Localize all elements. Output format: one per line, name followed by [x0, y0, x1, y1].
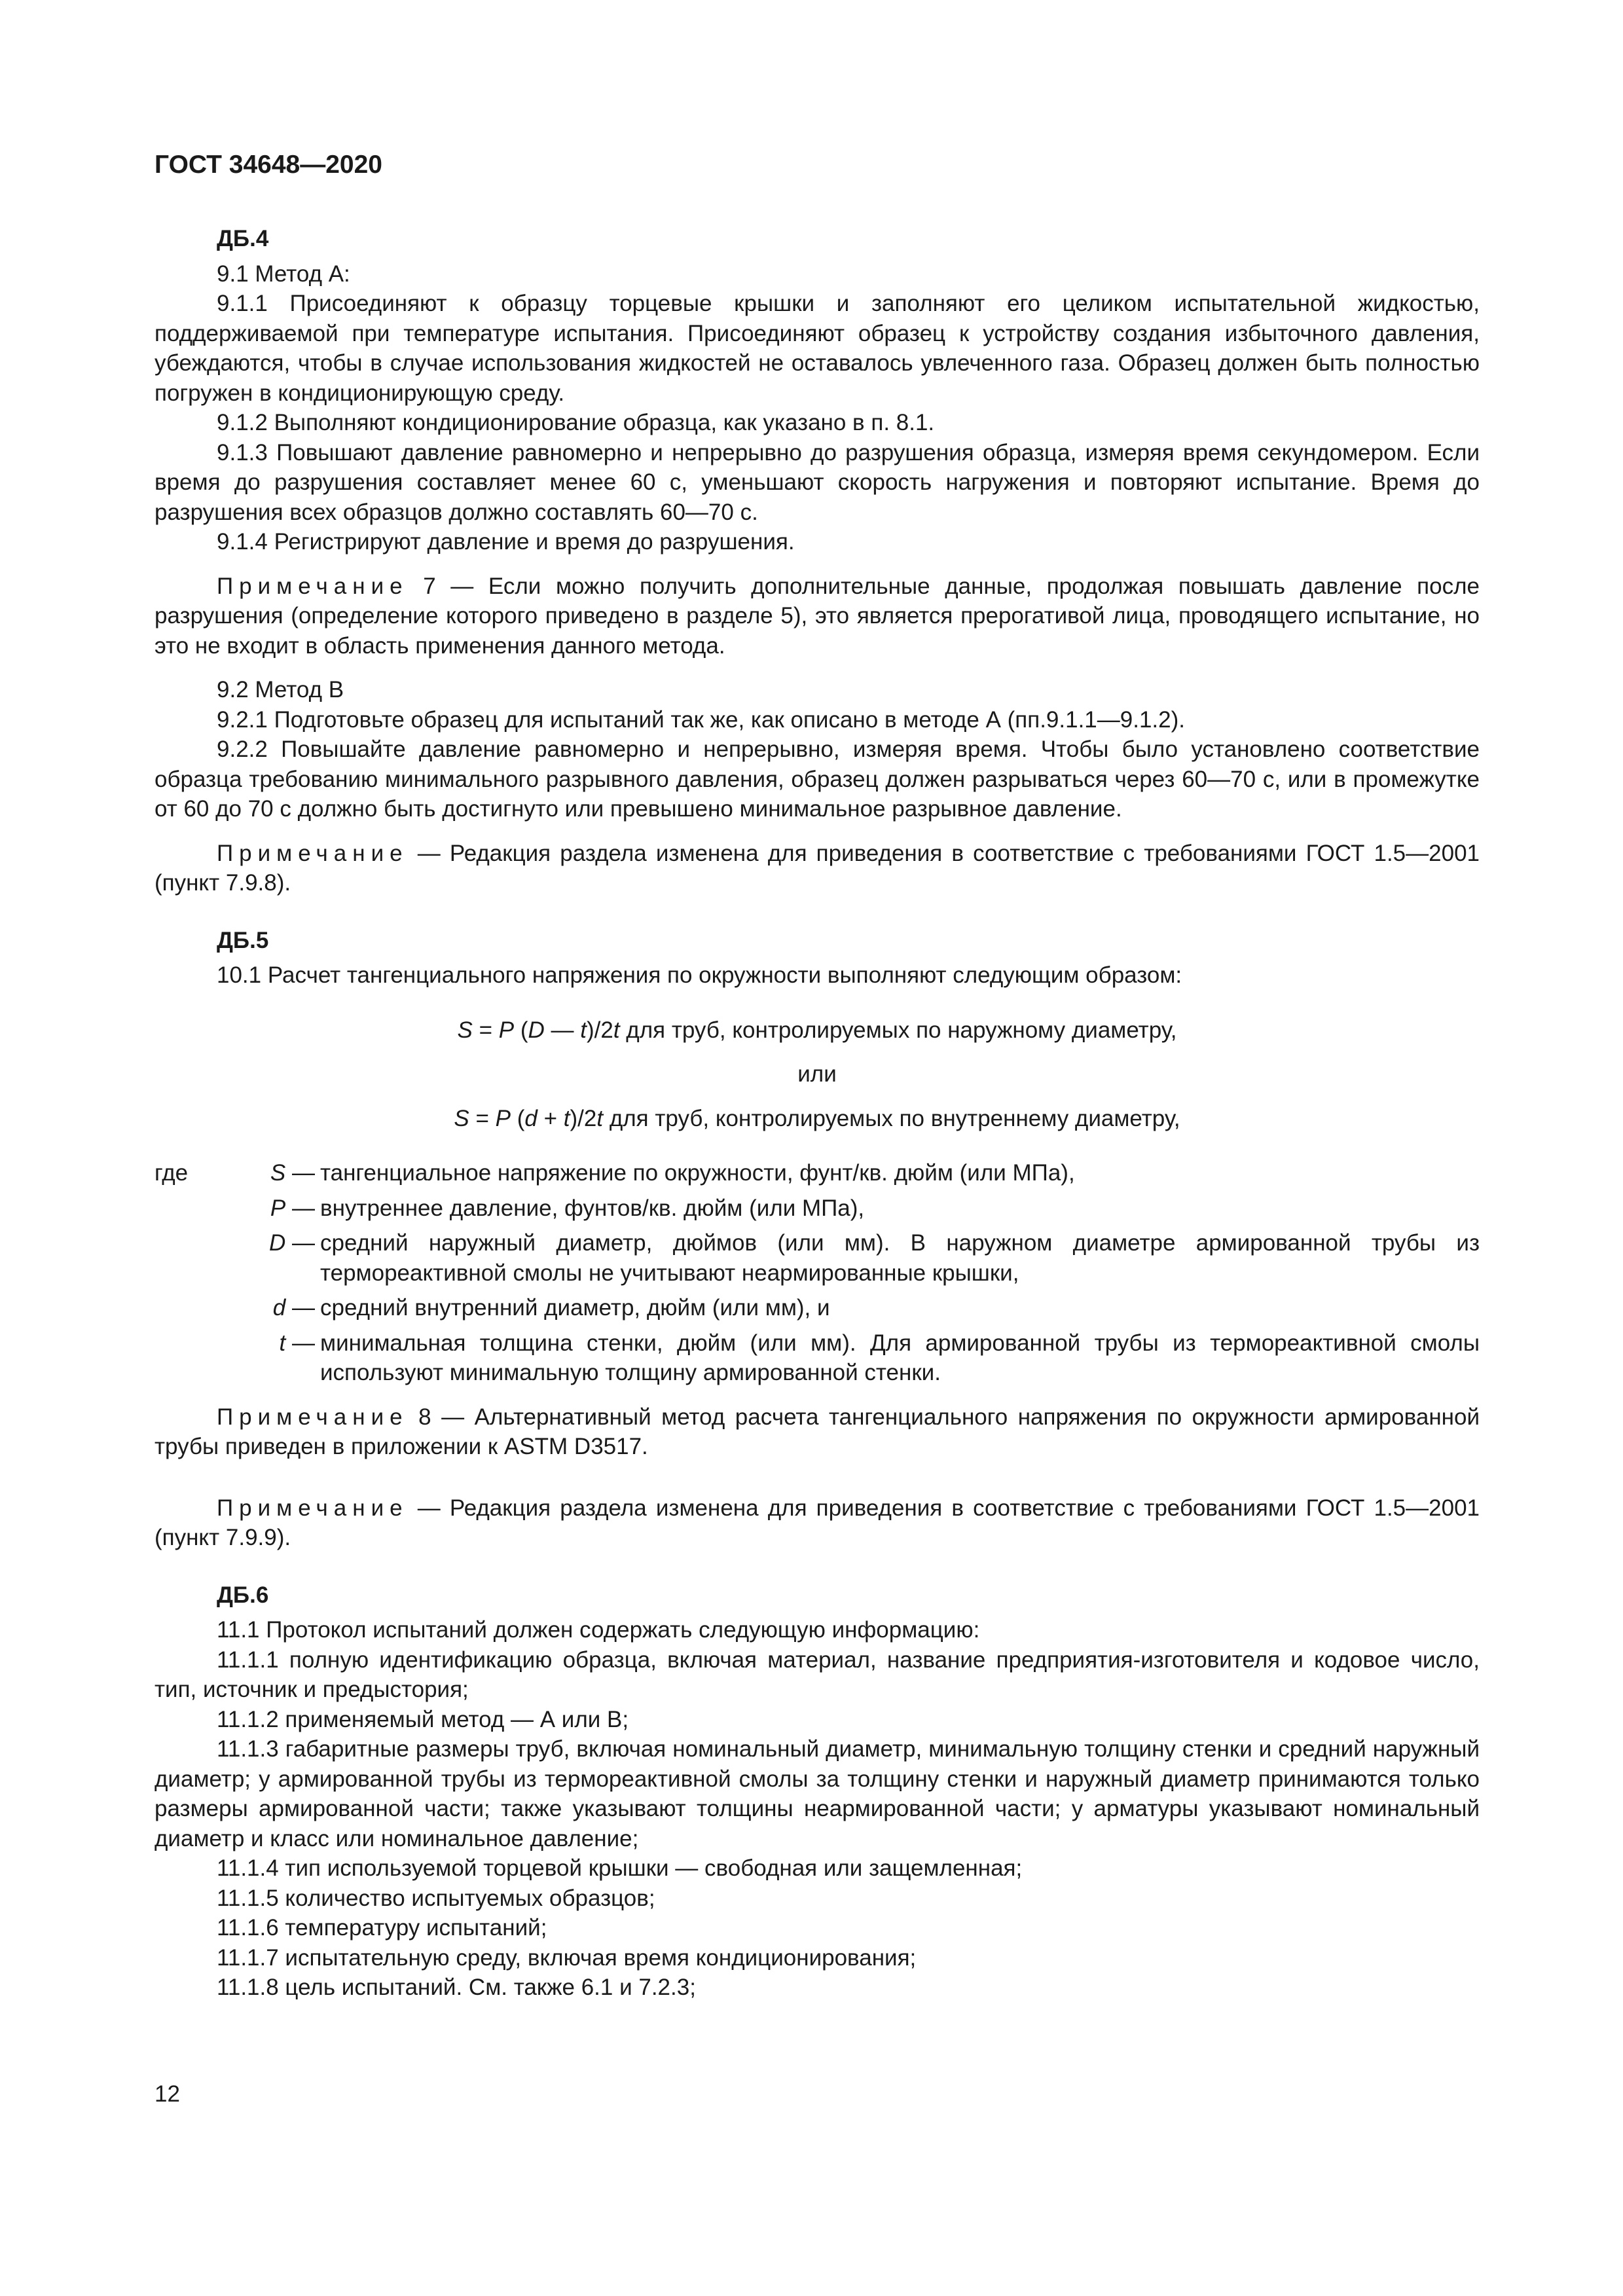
symbol: S [270, 1160, 286, 1186]
symbol: P [270, 1195, 286, 1221]
protocol-items [155, 1615, 1480, 2003]
page-number: 12 [155, 2081, 180, 2107]
symbol: D [268, 1230, 286, 1256]
note-label: Примечание [217, 1495, 409, 1521]
formula-symbol: t [563, 1105, 570, 1131]
document-header: ГОСТ 34648—2020 [155, 151, 382, 179]
paragraph: 9.1.1 Присоединяют к образцу торцевые крышки и заполняют его целиком испытательной жидкостью, поддерживаемой при температуре испытания. Присоединяют образец к устройству создания избыточного давления, убеждаются, чтобы в случае использования жидкостей не оставалось увлеченного газа. Образец должен быть полностью погружен в кондиционирующую среду. [155, 291, 1480, 406]
list-item: 11.1.1 полную идентификацию образца, включая материал, название предприятия-изготовителя и кодовое число, тип, источник и предыстория; [155, 1647, 1480, 1702]
note-label: Примечание [217, 573, 409, 599]
paragraph: 9.2 Метод В [217, 677, 344, 702]
note-text: — Редакция раздела изменена для приведения в соответствие с требованиями ГОСТ 1.5—2001 (пункт 7.9.9). [155, 1495, 1480, 1550]
variable-definitions [155, 1158, 1480, 1388]
definition-d-inner [155, 1293, 1480, 1323]
definition-p [155, 1194, 1480, 1224]
section-heading-db5: ДБ.5 [217, 927, 269, 953]
formula-symbol: D [528, 1017, 545, 1043]
paragraph: 9.2.2 Повышайте давление равномерно и непрерывно, измеряя время. Чтобы было установлено соответствие образца требованию минимального разрывного давления, образец должен разрываться через 60—70 с, или в промежутке от 60 до 70 с должно быть достигнуто или превышено минимальное разрывное давление. [155, 737, 1480, 822]
dash: — [285, 1295, 315, 1321]
note-text: 8 — Альтернативный метод расчета тангенциального напряжения по окружности армированной трубы приведен в приложении к ASTM D3517. [155, 1404, 1480, 1459]
formula-part: )/2 [586, 1017, 613, 1043]
variable-symbol [273, 1293, 315, 1323]
note-7 [155, 572, 1480, 661]
dash: — [285, 1330, 315, 1356]
note-text: 7 — Если можно получить дополнительные данные, продолжая повышать давление после разрушения (определение которого приведено в разделе 5), это является прерогативой лица, проводящего испытание, но это не входит в область применения данного метода. [155, 573, 1480, 659]
list-item: 11.1.2 применяемый метод — А или В; [217, 1706, 629, 1732]
formula-symbol: P [495, 1105, 511, 1131]
list-item: 11.1.8 цель испытаний. См. также 6.1 и 7.2.3; [217, 1975, 696, 2000]
symbol: d [272, 1295, 286, 1321]
list-item: 11.1.7 испытательную среду, включая время кондиционирования; [217, 1944, 917, 1971]
dash: — [285, 1230, 315, 1256]
note-label: Примечание [217, 840, 409, 866]
formula-symbol: d [524, 1105, 538, 1131]
formula-part: ( [511, 1105, 525, 1131]
paragraph: 10.1 Расчет тангенциального напряжения по окружности выполняют следующим образом: [217, 962, 1182, 988]
formula-symbol: S [457, 1017, 473, 1043]
list-item: 11.1.5 количество испытуемых образцов; [217, 1885, 655, 1911]
definition-text: средний внутренний диаметр, дюйм (или мм), и [320, 1295, 830, 1321]
formula-part: — [544, 1017, 581, 1043]
variable-symbol [269, 1228, 315, 1258]
list-item: 11.1.4 тип используемой торцевой крышки — свободная или защемленная; [217, 1855, 1023, 1881]
definition-d-outer [155, 1228, 1480, 1288]
formula-part: для труб, контролируемых по внутреннему диаметру, [603, 1105, 1180, 1131]
note-editorial [155, 839, 1480, 898]
note-editorial [155, 1493, 1480, 1553]
note-label: Примечание [217, 1404, 409, 1430]
list-item: 11.1.3 габаритные размеры труб, включая номинальный диаметр, минимальную толщину стенки и средний наружный диаметр; у армированной трубы из термореактивной смолы за толщину стенки и наружный диаметр принимаются только размеры армированной части; также указывают толщины неармированной части; у арматуры указывают номинальный диаметр и класс или номинальное давление; [155, 1736, 1480, 1851]
formula-inner-diameter [155, 1104, 1480, 1134]
definition-text: тангенциальное напряжение по окружности, фунт/кв. дюйм (или МПа), [320, 1160, 1075, 1186]
formula-symbol: t [580, 1017, 587, 1043]
variable-symbol [270, 1194, 315, 1224]
variable-symbol [280, 1328, 315, 1358]
formula-part: ( [514, 1017, 528, 1043]
paragraph: 9.1.3 Повышают давление равномерно и непрерывно до разрушения образца, измеряя время секундомером. Если время до разрушения составляет менее 60 с, уменьшают скорость нагружения и повторяют испытание. Время до разрушения всех образцов должно составлять 60—70 с. [155, 439, 1480, 525]
formula-or: или [797, 1061, 837, 1087]
note-text: — Редакция раздела изменена для приведения в соответствие с требованиями ГОСТ 1.5—2001 (пункт 7.9.8). [155, 840, 1480, 896]
formula-part: = [469, 1105, 496, 1131]
variable-symbol [270, 1158, 315, 1188]
formula-symbol: t [613, 1017, 620, 1043]
formula-outer-diameter [155, 1015, 1480, 1046]
formula-symbol: P [498, 1017, 515, 1043]
definition-text: минимальная толщина стенки, дюйм (или мм). Для армированной трубы из термореактивной смолы используют минимальную толщину армированной стенки. [320, 1330, 1480, 1385]
paragraph: 9.1 Метод А: [217, 261, 350, 287]
dash: — [285, 1160, 315, 1186]
definition-t [155, 1328, 1480, 1388]
definition-text: средний наружный диаметр, дюймов (или мм). В наружном диаметре армированной трубы из термореактивной смолы не учитывают неармированные крышки, [320, 1230, 1480, 1286]
paragraph: 9.2.1 Подготовьте образец для испытаний так же, как описано в методе А (пп.9.1.1—9.1.2). [217, 706, 1185, 733]
formula-symbol: t [596, 1105, 604, 1131]
formula-part: + [537, 1105, 564, 1131]
list-item: 11.1 Протокол испытаний должен содержать следующую информацию: [217, 1617, 980, 1643]
note-8 [155, 1402, 1480, 1462]
where-label: где [155, 1160, 189, 1186]
dash: — [285, 1195, 315, 1221]
section-heading-db6: ДБ.6 [217, 1582, 269, 1608]
symbol: t [279, 1330, 286, 1356]
paragraph: 9.1.4 Регистрируют давление и время до разрушения. [217, 529, 795, 555]
formula-part: = [472, 1017, 499, 1043]
formula-symbol: S [454, 1105, 469, 1131]
section-heading-db4: ДБ.4 [217, 226, 269, 251]
formula-part: )/2 [570, 1105, 597, 1131]
paragraph: 9.1.2 Выполняют кондиционирование образца, как указано в п. 8.1. [217, 410, 935, 435]
definition-s [155, 1158, 1480, 1188]
formula-part: для труб, контролируемых по наружному диаметру, [619, 1017, 1177, 1043]
list-item: 11.1.6 температуру испытаний; [217, 1915, 547, 1941]
definition-text: внутреннее давление, фунтов/кв. дюйм (или МПа), [320, 1195, 865, 1221]
document-body [155, 224, 1480, 2003]
